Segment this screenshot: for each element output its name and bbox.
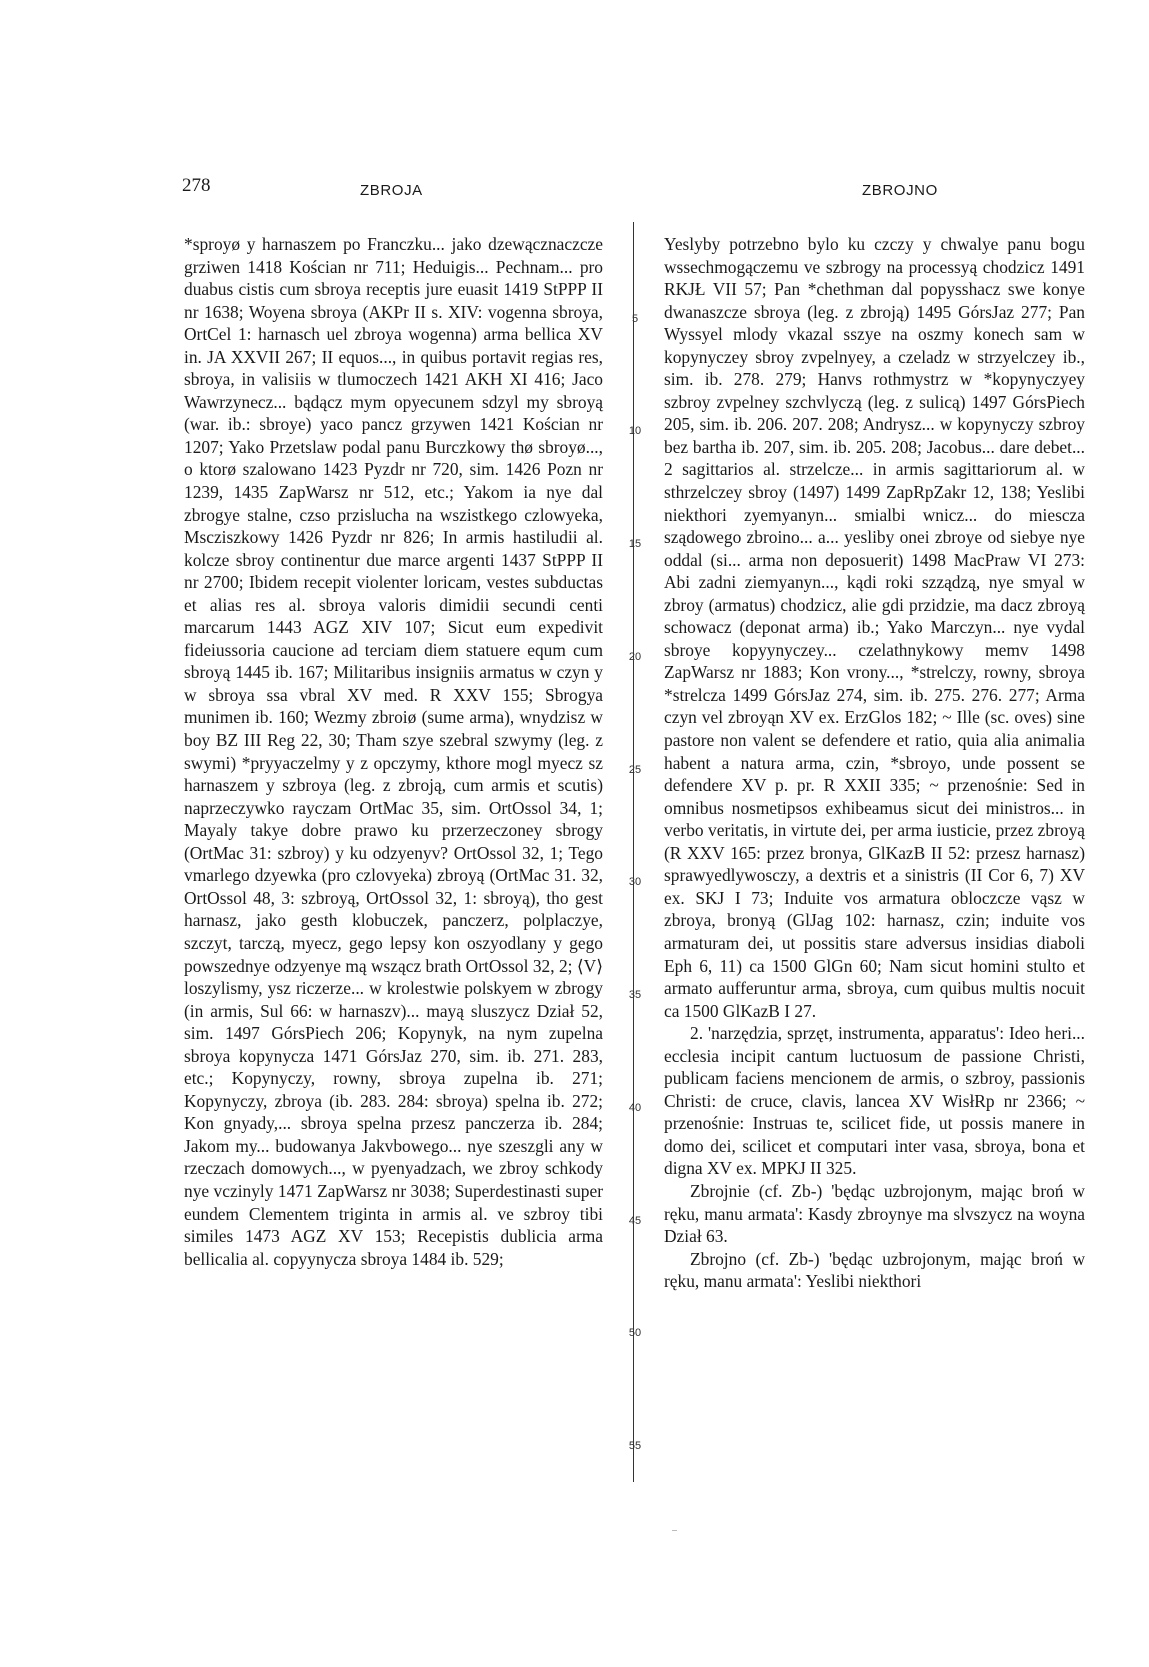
left-paragraph: *sproyø y harnaszem po Franczku... jako dzewącznaczcze grziwen 1418 Kościan nr 711; Heduigis... Pechnam... pro duabus cistis cum sbroya receptis jure euasit 1419 StPPP II nr 1638; Woyena sbroya (AKPr II s. XIV: vogenna sbroya, OrtCel 1: harnasch uel zbroya wogenna) arma bellica XV in. JA XXVII 267; II equos..., in quibus portavit regias res, sbroya, in valisiis w tlumoczech 1421 AKH XI 416; Jaco Wawrzynecz... bądącz mym opyecunem sdzyl my sbroyą (war. ib.: sbroye) yaco pancz grzywen 1421 Kościan nr 1207; Yako Przetslaw podal panu Burczkowy thø sbroyø..., o ktorø szalowano 1423 Pyzdr nr 720, sim. 1426 Pozn nr 1239, 1435 ZapWarsz nr 512, etc.; Yakom ia nye dal zbrogye stalne, czso przislucha na wszistkego czlowyeka, Mscziszkowy 1426 Pyzdr nr 826; In armis hastiludii al. kolcze sbroy continentur due marce argenti 1437 StPPP II nr 2700; Ibidem recepit violenter loricam, vestes subductas et alias res al. sbroya valoris dimidii secundi centi marcarum 1443 AGZ XIV 107; Sicut eum expedivit fideiussoria caucione ad terciam diem statuere equm cum sbroyą 1445 ib. 167; Militaribus insigniis armatus w czyn y w sbroya ssa vbral XV med. R XXV 155; Sbrogya munimen ib. 160; Wezmy zbroiø (sume arma), wnydzisz w boy BZ III Reg 22, 30; Tham szye szebral szwymy (leg. z swymi) *pryyaczelmy y z opczymy, kthore mogl myecz sz harnaszem y szbroya (leg. z zbroją, cum armis et scutis) naprzeczywko rayczam OrtMac 35, sim. OrtOssol 34, 1; Mayaly takye dobre prawo ku przerzeczoney sbrogy (OrtMac 31: szbroy) y ku odzyenyv? OrtOssol 32, 1; Tego vmarlego dzyewka (pro czlovyeka) zbroyą (OrtMac 31. 32, OrtOssol 48, 3: szbroyą, OrtOssol 32, 1: sbroyą), tho gest harnasz, jako gesth klobuczek, panczerz, polplaczye, szczyt, tarczą, myecz, gego lepsy kon oszyodlany y gego powszednye odzyenye mą wszącz brath OrtOssol 32, 2; ⟨V⟩loszylismy, ysz riczerze... w krolestwie polskyem w zbrogy (in armis, Sul 66: w harnaszv)... mayą sluszycz Dział 52, sim. 1497 GórsPiech 206; Kopynyk, na nym zupelna sbroya kopynycza 1471 GórsJaz 270, sim. ib. 271. 283, etc.; Kopynyczy, rowny, sbroya zupelna ib. 271; Kopynyczy, zbroya (ib. 283. 284: sbroya) spelna ib. 272; Kon gnyady,... sbroya spelna przesz panczerza ib. 284; Jakom my... budowanya Jakvbowego... nye szeszgli any w rzeczach domowych..., w pyenyadzach, we zbroy schkody nye vczinyly 1471 ZapWarsz nr 3038; Superdestinasti super eundem Clementem triginta in armis al. ve szbroy tibi similes 1473 AGZ XV 153; Recepistis dublicia arma bellicalia al. copyynycza sbroya 1484 ib. 529;: [184, 234, 603, 1269]
line-number: 55: [628, 1440, 642, 1452]
entry-zbrojnie: Zbrojnie (cf. Zb-) 'będąc uzbrojonym, mając broń w ręku, manu armata': Kasdy zbroynye ma slvszycz na woyna Dział 63.: [664, 1180, 1085, 1247]
running-head-left: ZBROJA: [360, 182, 423, 199]
left-column: [184, 233, 603, 1270]
line-number: 20: [628, 651, 642, 663]
entry-zbrojno: Zbrojno (cf. Zb-) 'będąc uzbrojonym, mając broń w ręku, manu armata': Yeslibi niekthori: [664, 1248, 1085, 1292]
scan-speck: [672, 1530, 677, 1531]
column-rule: [633, 222, 634, 1482]
line-number: 25: [628, 764, 642, 776]
right-column: [664, 233, 1085, 1293]
line-number: 50: [628, 1327, 642, 1339]
line-number: 30: [628, 876, 642, 888]
line-number: 45: [628, 1215, 642, 1227]
right-paragraph: 2. 'narzędzia, sprzęt, instrumenta, apparatus': Ideo heri... ecclesia incipit cantum luctuosum de passione Christi, publicam faciens mencionem de armis, o szbroy, passionis Christi: de cruce, clavis, lancea XV WisłRp nr 2366; ~ przenośnie: Instruas te, scilicet fide, ut possis manere in domo dei, scilicet et computari inter vasa, sbroya, bona et digna XV ex. MPKJ II 325.: [664, 1023, 1085, 1179]
line-number: 10: [628, 425, 642, 437]
line-number: 35: [628, 989, 642, 1001]
right-paragraph: Yeslyby potrzebno bylo ku czczy y chwalye panu bogu wssechmogączemu ve szbrogy na processyą chodzicz 1491 RKJŁ VII 57; Pan *chethman dal popysshacz swe konye dwanaszcze sbroya (leg. z zbroją) 1495 GórsJaz 277; Pan Wyssyel mlody vkazal sszye na oszmy konech sam w kopynyczey sbroy zvpelnyey, a czeladz w strzyelczey ib., sim. ib. 278. 279; Hanvs rothmystrz w *kopynyczyey szbroy zvpelney szchvlyczą (leg. z sulicą) 1497 GórsPiech 205, sim. ib. 206. 207. 208; Andrysz... w kopynyczy szbroy bez bartha ib. 207, sim. ib. 205. 208; Jacobus... dare debet... 2 sagittarios al. strzelcze... in armis sagittariorum al. w sthrzelczey sbroy (1497) 1499 ZapRpZakr 12, 138; Yeslibi niekthori zyemyanyn... smialbi wnicz... do miescza sządowego zbroino... a... yesliby onei zbroye od siebye nye oddal (si... arma non deposuerit) 1498 MacPraw VI 273: Abi zadni ziemyanyn..., kądi roki szządzą, nye smyal w zbroy (armatus) chodzicz, alie gdi przidzie, ma dacz zbroyą schowacz (deponat arma) ib.; Yako Marczyn... nye vydal sbroye kopyynyczey... czelathnykowy memv 1498 ZapWarsz nr 1883; Kon vrony..., *strelczy, rowny, sbroya *strelcza 1499 GórsJaz 274, sim. ib. 275. 276. 277; Arma czyn vel zbroyąn XV ex. ErzGlos 182; ~ Ille (sc. oves) sine pastore non valent se defendere et ratio, quia alia animalia habent a natura arma, czin, *sbroyo, unde possent se defendere XV p. pr. R XXII 335; ~ przenośnie: Sed in omnibus nosmetipsos exhibeamus sicut dei ministros... in verbo veritatis, in virtute dei, per arma iusticie, przez zbroyą (R XXV 165: przez bronya, GlKazB II 52: przesz harnasz) sprawyedlywosczy, a dextris et a sinistris (II Cor 6, 7) XV ex. SKJ I 73; Induite vos armatura obloczcze vąsz w zbroya, bronyą (GlJag 102: harnasz, czin; induite vos armaturam dei, ut possitis stare adversus insidias diaboli Eph 6, 11) ca 1500 GlGn 60; Nam sicut homini stulto et armato aufferuntur arma, sbroya, cum quibus multis nocuit ca 1500 GlKazB I 27.: [664, 234, 1085, 1021]
line-number: 15: [628, 538, 642, 550]
page-number: 278: [182, 175, 211, 196]
line-number: 40: [628, 1102, 642, 1114]
running-head-right: ZBROJNO: [862, 182, 938, 199]
line-number: 5: [631, 313, 639, 325]
